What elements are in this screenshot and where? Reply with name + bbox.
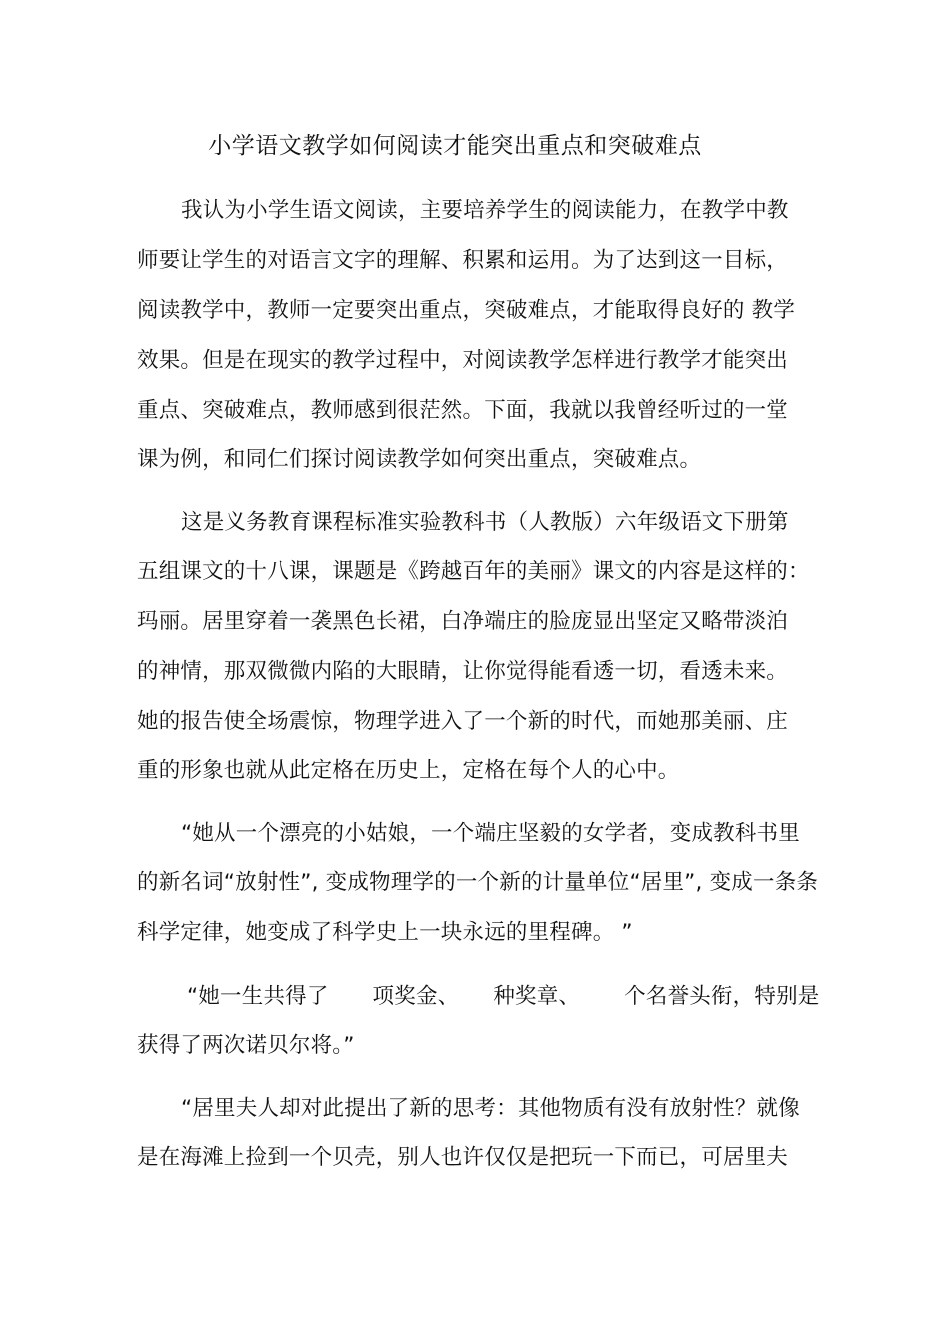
paragraph-2-line-3: 玛丽。居里穿着一袭黑色长裙，白净端庄的脸庞显出坚定又略带淡泊 — [137, 609, 789, 634]
paragraph-2-line-6: 重的形象也就从此定格在历史上，定格在每个人的心中。 — [137, 758, 680, 783]
paragraph-2-line-1: 这是义务教育课程标准实验教科书（人教版）六年级语文下册第 — [181, 510, 789, 535]
paragraph-1-line-1: 我认为小学生语文阅读，主要培养学生的阅读能力，在教学中教 — [181, 198, 789, 223]
paragraph-2-line-5: 她的报告使全场震惊，物理学进入了一个新的时代，而她那美丽、庄 — [137, 709, 789, 734]
paragraph-1-line-5: 重点、突破难点，教师感到很茫然。下面，我就以我曾经听过的一堂 — [137, 398, 789, 423]
paragraph-4-segment-1: “她一生共得了 — [187, 984, 329, 1009]
document-title: 小学语文教学如何阅读才能突出重点和突破难点 — [208, 133, 702, 159]
paragraph-1-line-2: 师要让学生的对语言文字的理解、积累和运用。为了达到这一目标， — [137, 248, 789, 273]
paragraph-3-line-1: “她从一个漂亮的小姑娘，一个端庄坚毅的女学者，变成教科书里 — [181, 821, 800, 846]
paragraph-5-line-2: 是在海滩上捡到一个贝壳，别人也许仅仅是把玩一下而已，可居里夫 — [137, 1145, 789, 1170]
paragraph-2-line-4: 的神情，那双微微内陷的大眼睛，让你觉得能看透一切，看透未来。 — [137, 659, 789, 684]
paragraph-4-line-2: 获得了两次诺贝尔将。” — [137, 1033, 355, 1058]
paragraph-4-segment-2: 项奖金、 — [372, 984, 460, 1009]
paragraph-3-line-3: 科学定律，她变成了科学史上一块永远的里程碑。 ” — [137, 920, 633, 945]
paragraph-4-segment-3: 种奖章、 — [493, 984, 581, 1009]
paragraph-3-line-2: 的新名词“放射性”, 变成物理学的一个新的计量单位“居里”, 变成一条条 — [137, 870, 819, 895]
paragraph-1-line-3: 阅读教学中，教师一定要突出重点，突破难点，才能取得良好的 教学 — [137, 298, 796, 323]
paragraph-4-line-1 — [187, 980, 827, 1014]
paragraph-1-line-4: 效果。但是在现实的教学过程中，对阅读教学怎样进行教学才能突出 — [137, 348, 789, 373]
paragraph-5-line-1: “居里夫人却对此提出了新的思考：其他物质有没有放射性？就像 — [181, 1096, 800, 1121]
paragraph-2-line-2: 五组课文的十八课，课题是《跨越百年的美丽》课文的内容是这样的： — [137, 559, 810, 584]
paragraph-1-line-6: 课为例，和同仁们探讨阅读教学如何突出重点，突破难点。 — [137, 447, 702, 472]
paragraph-4-segment-4: 个名誉头衔，特别是 — [624, 984, 820, 1009]
